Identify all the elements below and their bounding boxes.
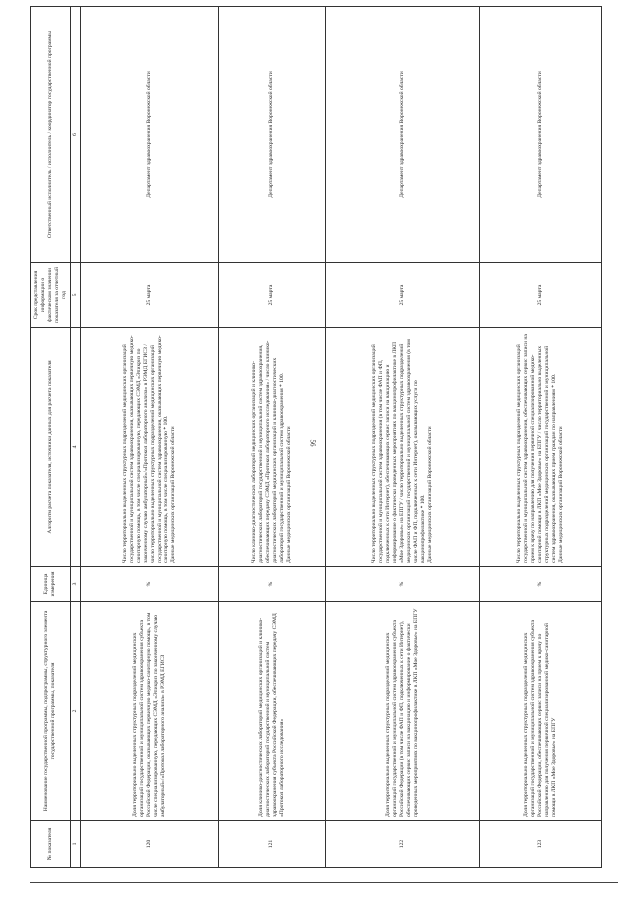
row-algorithm: Число территориально выделенных структурных подразделений медицинских организаций государственной и муниципальной систем здравоохранения (в том числе ФАП и ФП, подключенных к сети Интернет), обеспечивающих сервис записи на вакцинацию и информирование о фактически проведенных мероприятиях по вакцинопрофилактике в ЛКП «Мое Здоровье» на ЕПГУ / число территориально выделенных структурных подразделений медицинских организаций государственной и муниципальной систем здравоохранения (в том числе ФАП и ФП, подключенных к сети Интернет), оказывающих услуги по вакцинопрофилактике * 100. Данные медицинских организаций Воронежской области <box>325 328 479 567</box>
header-responsible: Ответственный исполнитель / исполнитель / координатор государственной программы <box>31 7 71 263</box>
table-row <box>80 7 218 868</box>
row-name: Доля территориально выделенных структурных подразделений медицинских организаций государственной и муниципальной систем здравоохранения субъекта Российской Федерации (в том числе ФАП и ФП, подключенных к сети Интернет), обеспечивающих сервис записи на вакцинацию и информирование о фактически проведенных мероприятиях по вакцинопрофилактике в ЛКП «Мое Здоровье» на ЕПГУ <box>325 602 479 821</box>
row-number: 120 <box>80 821 218 868</box>
row-unit: % <box>479 567 601 602</box>
table-row <box>479 7 601 868</box>
column-number: 5 <box>70 263 80 328</box>
column-number: 2 <box>70 602 80 821</box>
rotated-document-table-wrapper <box>30 6 602 868</box>
header-unit: Единица измерения <box>31 567 71 602</box>
row-name: Доля клинико-диагностических лабораторий медицинских организаций и клинико-диагностических лабораторий государственной и муниципальной систем здравоохранения субъекта Российской Федерации, обеспечивающих передачу СЭМД «Протокол лабораторного исследования» <box>219 602 325 821</box>
row-number: 122 <box>325 821 479 868</box>
row-unit: % <box>80 567 218 602</box>
table-header-row <box>31 7 71 868</box>
row-term: 25 марта <box>80 263 218 328</box>
row-algorithm: Число клинико-диагностических лабораторий медицинских организаций и клинико-диагностических лабораторий государственной и муниципальной систем здравоохранения, обеспечивающих передачу СЭМД «Протокол лабораторного исследования» / число клинико-диагностических лабораторий медицинских организаций и клинико-диагностических лабораторий государственной и муниципальной систем здравоохранения * 100. Данные медицинских организаций Воронежской области <box>219 328 325 567</box>
header-number: № показателя <box>31 821 71 868</box>
column-number: 4 <box>70 328 80 567</box>
row-term: 25 марта <box>219 263 325 328</box>
row-number: 121 <box>219 821 325 868</box>
row-term: 25 марта <box>479 263 601 328</box>
row-responsible: Департамент здравоохранения Воронежской области <box>80 7 218 263</box>
header-term: Срок представления информации о фактическом значении показателя за отчетный год <box>31 263 71 328</box>
column-number-row <box>70 7 80 868</box>
table-row <box>219 7 325 868</box>
row-number: 123 <box>479 821 601 868</box>
row-responsible: Департамент здравоохранения Воронежской области <box>479 7 601 263</box>
header-algorithm: Алгоритм расчета показателя, источники данных для расчета показателя <box>31 328 71 567</box>
row-algorithm: Число территориально выделенных структурных подразделений медицинских организаций государственной и муниципальной систем здравоохранения, оказывающих первичную медико-санитарную помощь, в том числе специализированную, передающих СЭМД «Эпикриз по законченному случаю амбулаторный»/«Протокол лабораторного анализа» в РЭМД ЕГИСЗ / число территориально выделенных структурных подразделений медицинских организаций государственной и муниципальной систем здравоохранения, оказывающих первичную медико-санитарную помощь, в том числе специализированную * 100. Данные медицинских организаций Воронежской области <box>80 328 218 567</box>
row-unit: % <box>219 567 325 602</box>
column-number: 1 <box>70 821 80 868</box>
bottom-rule <box>30 882 618 883</box>
column-number: 6 <box>70 7 80 263</box>
indicators-table <box>30 6 602 868</box>
row-responsible: Департамент здравоохранения Воронежской области <box>219 7 325 263</box>
row-responsible: Департамент здравоохранения Воронежской области <box>325 7 479 263</box>
table-row <box>325 7 479 868</box>
row-name: Доля территориально выделенных структурных подразделений медицинских организаций государственной и муниципальной систем здравоохранения субъекта Российской Федерации, обеспечивающих сервис записи на прием к врачу по направлению для получения первичной специализированной медико-санитарной помощи в ЛКП «Мое Здоровье» на ЕПГУ <box>479 602 601 821</box>
page-number: 56 <box>308 439 317 447</box>
column-number: 3 <box>70 567 80 602</box>
header-name: Наименование государственной программы, подпрограммы, структурного элемента государственной программы, показателя <box>31 602 71 821</box>
row-term: 25 марта <box>325 263 479 328</box>
row-name: Доля территориально выделенных структурных подразделений медицинских организаций государственной и муниципальной систем здравоохранения субъекта Российской Федерации, оказывающих первичную медико-санитарную помощь, в том числе специализированную, передающих СЭМД «Эпикриз по законченному случаю амбулаторный»/«Протокол лабораторного анализа» в РЭМД ЕГИСЗ <box>80 602 218 821</box>
row-unit: % <box>325 567 479 602</box>
row-algorithm: Число территориально выделенных структурных подразделений медицинских организаций государственной и муниципальной систем здравоохранения, обеспечивающих сервис записи на прием к врачу по направлению для получения первичной специализированной медико-санитарной помощи в ЛКП «Мое Здоровье» на ЕПГУ / число территориально выделенных структурных подразделений медицинских организаций государственной и муниципальной систем здравоохранения, оказывающих прием граждан по направлениям * 100. Данные медицинских организаций Воронежской области <box>479 328 601 567</box>
